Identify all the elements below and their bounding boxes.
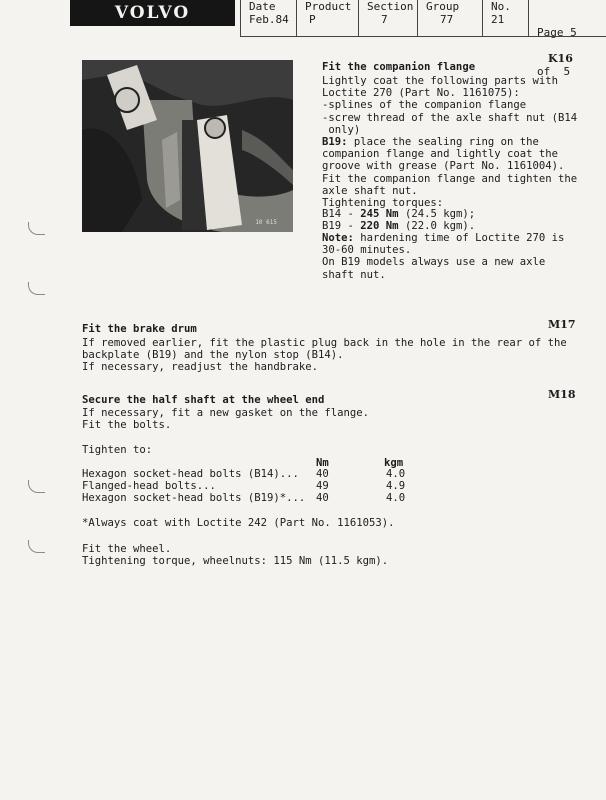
header-page: Page 5 of 5 — [528, 0, 605, 36]
binder-mark — [28, 282, 45, 295]
header-date: Date Feb.84 — [240, 0, 303, 36]
m18-footnote: *Always coat with Loctite 242 (Part No. 1161053). — [82, 517, 395, 529]
photo-illustration — [82, 60, 293, 232]
table-row: Hexagon socket-head bolts (B19)*... — [82, 492, 306, 504]
row-nm: 40 — [316, 492, 329, 504]
m17-title: Fit the brake drum — [82, 323, 197, 335]
k16-title: Fit the companion flange — [322, 61, 476, 73]
table-row: Hexagon socket-head bolts (B14)... — [82, 468, 299, 480]
row-nm: 49 — [316, 480, 329, 492]
col-header-kgm: kgm — [384, 457, 404, 469]
k16-torque-b19: B19 - 220 Nm (22.0 kgm). — [322, 220, 476, 232]
header-group: Group 77 — [417, 0, 476, 36]
header-product: Product P — [296, 0, 359, 36]
header-section: Section 7 — [358, 0, 419, 36]
row-nm: 40 — [316, 468, 329, 480]
k16-note: Note: hardening time of Loctite 270 is 30-60 minutes. On B19 models always use a new axle shaft nut. — [322, 232, 565, 281]
header-rule — [240, 36, 606, 37]
row-kgm: 4.0 — [386, 492, 406, 504]
ref-k16: K16 — [548, 52, 573, 65]
row-kgm: 4.9 — [386, 480, 406, 492]
binder-mark — [28, 222, 45, 235]
m18-final: Fit the wheel. Tightening torque, wheelnuts: 115 Nm (11.5 kgm). — [82, 543, 389, 568]
col-header-nm: Nm — [316, 457, 329, 469]
k16-b19-text: B19: place the sealing ring on the companion flange and lightly coat the groove with grease (Part No. 1161004). Fit the companion flange and tighten the axle shaft nut. Tightening torques: — [322, 136, 578, 210]
k16-torque-b14: B14 - 245 Nm (24.5 kgm); — [322, 208, 476, 220]
m18-title: Secure the half shaft at the wheel end — [82, 394, 325, 406]
m18-tighten-to: Tighten to: — [82, 444, 153, 456]
ref-m17: M17 — [548, 318, 576, 331]
m17-text: If removed earlier, fit the plastic plug back in the hole in the rear of the backplate (B19) and the nylon stop (B14). If necessary, readjust the handbrake. — [82, 337, 567, 374]
binder-mark — [28, 480, 45, 493]
photo-label: 10 615 — [255, 219, 277, 226]
volvo-logo: VOLVO — [70, 0, 235, 26]
binder-mark — [28, 540, 45, 553]
header-no: No. 21 — [482, 0, 529, 36]
table-row: Flanged-head bolts... — [82, 480, 216, 492]
m18-text: If necessary, fit a new gasket on the flange. Fit the bolts. — [82, 407, 370, 432]
row-kgm: 4.0 — [386, 468, 406, 480]
ref-m18: M18 — [548, 388, 576, 401]
companion-flange-photo — [82, 60, 293, 232]
k16-text-a: Lightly coat the following parts with Loctite 270 (Part No. 1161075): -splines of the companion flange -screw thread of the axle shaft nut (B14 only) — [322, 75, 578, 136]
